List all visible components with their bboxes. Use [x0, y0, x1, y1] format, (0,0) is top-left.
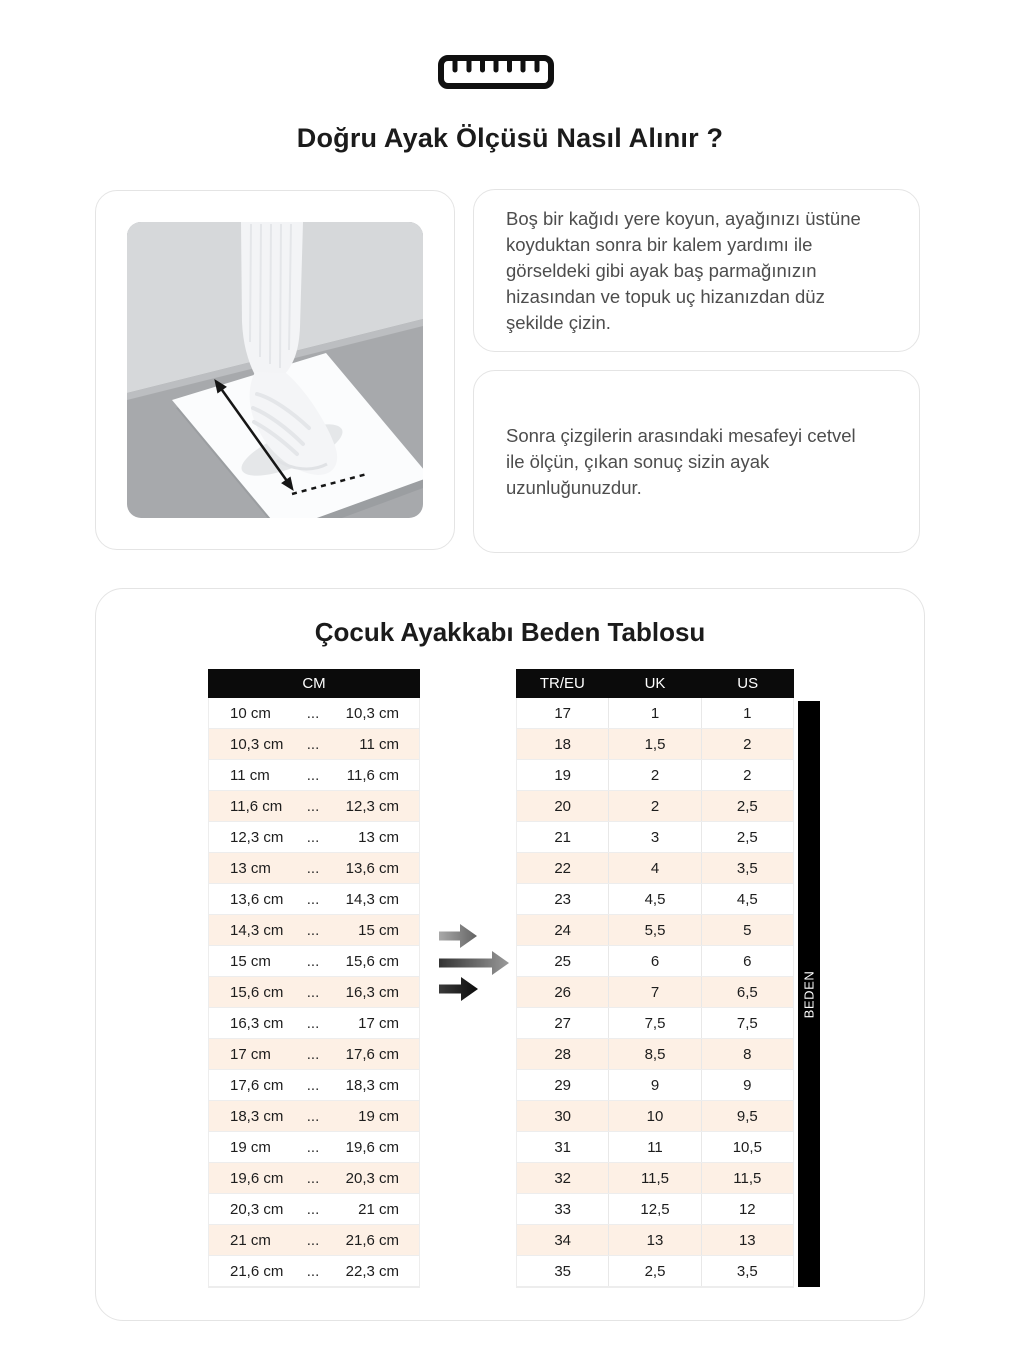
- range-separator: ...: [306, 735, 320, 753]
- us-value: 8: [743, 1045, 752, 1063]
- beden-side-label: [798, 701, 820, 1287]
- size-table-row: [517, 760, 793, 791]
- cm-table-row: [209, 1194, 419, 1225]
- cm-min-value: 19,6 cm: [230, 1169, 284, 1187]
- uk-value: 7,5: [609, 1008, 701, 1038]
- cm-table: [208, 669, 420, 1288]
- range-separator: ...: [306, 1200, 320, 1218]
- tr-eu-value: 33: [517, 1194, 609, 1224]
- uk-value: 5,5: [609, 915, 701, 945]
- size-table-row: [517, 1194, 793, 1225]
- cm-max-value: 17 cm: [358, 1014, 399, 1032]
- us-value: 1: [743, 704, 752, 722]
- size-table-row: [517, 698, 793, 729]
- foot-photo-card: [95, 190, 455, 550]
- cm-min-value: 17 cm: [230, 1045, 271, 1063]
- instruction-text-1: Boş bir kağıdı yere koyun, ayağınızı üstüne koyduktan sonra bir kalem yardımı ile görseldeki gibi ayak baş parmağınızın hizasından ve topuk uç hizanızdan düz şekilde çizin.: [506, 207, 861, 333]
- us-value: 11,5: [733, 1169, 762, 1187]
- us-value: 6,5: [736, 983, 758, 1001]
- size-table-title: Çocuk Ayakkabı Beden Tablosu: [314, 617, 706, 647]
- cm-max-value: 11 cm: [359, 735, 399, 753]
- size-table-row: [517, 1101, 793, 1132]
- cm-table-row: [209, 853, 419, 884]
- size-table-row: [517, 977, 793, 1008]
- size-table-row: [517, 822, 793, 853]
- uk-value: 2: [609, 760, 701, 790]
- cm-table-row: [209, 1101, 419, 1132]
- range-separator: ...: [306, 1138, 320, 1156]
- uk-value: 2,5: [609, 1256, 701, 1286]
- range-separator: ...: [306, 704, 320, 722]
- size-table-row: [517, 1008, 793, 1039]
- size-table-row: [517, 791, 793, 822]
- uk-value: 4: [609, 853, 701, 883]
- cm-max-value: 21,6 cm: [345, 1231, 399, 1249]
- us-value: 3,5: [736, 1262, 758, 1280]
- size-table-row: [517, 1256, 793, 1287]
- cm-max-value: 15 cm: [358, 921, 399, 939]
- cm-max-value: 18,3 cm: [345, 1076, 399, 1094]
- ruler-icon: [437, 54, 555, 90]
- cm-min-value: 12,3 cm: [230, 828, 284, 846]
- size-col-header: TR/EU: [539, 675, 585, 692]
- cm-table-row: [209, 729, 419, 760]
- cm-max-value: 19,6 cm: [345, 1138, 399, 1156]
- size-table-row: [517, 1070, 793, 1101]
- cm-max-value: 15,6 cm: [345, 952, 399, 970]
- size-table-row: [517, 915, 793, 946]
- cm-table-row: [209, 1039, 419, 1070]
- uk-value: 9: [609, 1070, 701, 1100]
- range-separator: ...: [306, 859, 320, 877]
- range-separator: ...: [306, 1169, 320, 1187]
- cm-min-value: 21,6 cm: [230, 1262, 284, 1280]
- us-value: 9: [743, 1076, 752, 1094]
- cm-min-value: 11,6 cm: [230, 797, 283, 815]
- cm-table-row: [209, 1008, 419, 1039]
- cm-max-value: 21 cm: [358, 1200, 399, 1218]
- us-value: 6: [743, 952, 752, 970]
- us-value: 7,5: [736, 1014, 758, 1032]
- us-value: 12: [738, 1200, 756, 1218]
- cm-max-value: 17,6 cm: [345, 1045, 399, 1063]
- tr-eu-value: 22: [517, 853, 609, 883]
- tr-eu-value: 32: [517, 1163, 609, 1193]
- tr-eu-value: 34: [517, 1225, 609, 1255]
- tr-eu-value: 25: [517, 946, 609, 976]
- range-separator: ...: [306, 828, 320, 846]
- tr-eu-value: 18: [517, 729, 609, 759]
- size-table-row: [517, 1163, 793, 1194]
- tr-eu-value: 29: [517, 1070, 609, 1100]
- cm-max-value: 20,3 cm: [345, 1169, 399, 1187]
- instruction-card-2: [473, 370, 920, 553]
- uk-value: 7: [609, 977, 701, 1007]
- cm-min-value: 16,3 cm: [230, 1014, 284, 1032]
- range-separator: ...: [306, 890, 320, 908]
- size-table-row: [517, 946, 793, 977]
- cm-table-header: [208, 669, 420, 698]
- range-separator: ...: [306, 1107, 320, 1125]
- us-value: 2,5: [736, 828, 758, 846]
- instruction-text-2: Sonra çizgilerin arasındaki mesafeyi cetvel ile ölçün, çıkan sonuç sizin ayak uzunluğunuzdur.: [506, 424, 856, 498]
- range-separator: ...: [306, 1231, 320, 1249]
- cm-max-value: 16,3 cm: [345, 983, 399, 1001]
- uk-value: 4,5: [609, 884, 701, 914]
- cm-min-value: 15,6 cm: [230, 983, 284, 1001]
- us-value: 2: [743, 735, 752, 753]
- foot-measurement-photo: [127, 222, 423, 518]
- uk-value: 11: [609, 1132, 701, 1162]
- cm-table-row: [209, 1163, 419, 1194]
- size-table-row: [517, 853, 793, 884]
- cm-table-row: [209, 1225, 419, 1256]
- range-separator: ...: [306, 921, 320, 939]
- us-value: 4,5: [736, 890, 758, 908]
- cm-header-label: CM: [302, 675, 326, 692]
- tr-eu-value: 26: [517, 977, 609, 1007]
- uk-value: 10: [609, 1101, 701, 1131]
- uk-value: 3: [609, 822, 701, 852]
- uk-value: 2: [609, 791, 701, 821]
- cm-max-value: 13 cm: [358, 828, 399, 846]
- us-value: 2: [743, 766, 752, 784]
- us-value: 2,5: [736, 797, 758, 815]
- cm-table-row: [209, 822, 419, 853]
- cm-table-row: [209, 946, 419, 977]
- cm-min-value: 11 cm: [230, 766, 270, 784]
- intl-size-table-body: [516, 698, 794, 1288]
- tr-eu-value: 20: [517, 791, 609, 821]
- cm-table-body: [208, 698, 420, 1288]
- cm-table-row: [209, 760, 419, 791]
- tr-eu-value: 30: [517, 1101, 609, 1131]
- us-value: 13: [738, 1231, 756, 1249]
- tr-eu-value: 19: [517, 760, 609, 790]
- transfer-arrows-icon: [438, 923, 516, 1003]
- cm-max-value: 13,6 cm: [345, 859, 399, 877]
- cm-min-value: 10 cm: [230, 704, 271, 722]
- size-table-card: [95, 588, 925, 1321]
- us-value: 5: [743, 921, 752, 939]
- tr-eu-value: 27: [517, 1008, 609, 1038]
- cm-table-row: [209, 1132, 419, 1163]
- cm-table-row: [209, 977, 419, 1008]
- cm-max-value: 22,3 cm: [345, 1262, 399, 1280]
- uk-value: 8,5: [609, 1039, 701, 1069]
- instruction-card-1: [473, 189, 920, 352]
- cm-max-value: 14,3 cm: [345, 890, 399, 908]
- range-separator: ...: [306, 1262, 320, 1280]
- size-table-row: [517, 884, 793, 915]
- tr-eu-value: 23: [517, 884, 609, 914]
- beden-label-text: BEDEN: [801, 970, 817, 1018]
- cm-min-value: 14,3 cm: [230, 921, 284, 939]
- uk-value: 6: [609, 946, 701, 976]
- intl-size-table-header: [516, 669, 794, 698]
- cm-table-row: [209, 791, 419, 822]
- us-value: 9,5: [736, 1107, 758, 1125]
- uk-value: 13: [609, 1225, 701, 1255]
- cm-table-row: [209, 1256, 419, 1287]
- cm-table-row: [209, 1070, 419, 1101]
- uk-value: 1,5: [609, 729, 701, 759]
- size-table-row: [517, 1225, 793, 1256]
- cm-max-value: 10,3 cm: [345, 704, 399, 722]
- cm-min-value: 19 cm: [230, 1138, 271, 1156]
- range-separator: ...: [306, 1076, 320, 1094]
- us-value: 3,5: [736, 859, 758, 877]
- page-title: Doğru Ayak Ölçüsü Nasıl Alınır ?: [296, 123, 724, 153]
- cm-table-row: [209, 884, 419, 915]
- range-separator: ...: [306, 952, 320, 970]
- uk-value: 11,5: [609, 1163, 701, 1193]
- intl-size-table: [516, 669, 794, 1288]
- size-table-row: [517, 1132, 793, 1163]
- tr-eu-value: 24: [517, 915, 609, 945]
- size-col-header: US: [737, 675, 759, 692]
- tr-eu-value: 35: [517, 1256, 609, 1286]
- range-separator: ...: [306, 1014, 320, 1032]
- size-table-row: [517, 729, 793, 760]
- size-table-row: [517, 1039, 793, 1070]
- range-separator: ...: [306, 983, 320, 1001]
- cm-max-value: 19 cm: [358, 1107, 399, 1125]
- tr-eu-value: 21: [517, 822, 609, 852]
- cm-min-value: 20,3 cm: [230, 1200, 284, 1218]
- cm-max-value: 11,6 cm: [346, 766, 399, 784]
- uk-value: 1: [609, 698, 701, 728]
- cm-min-value: 10,3 cm: [230, 735, 284, 753]
- cm-min-value: 13 cm: [230, 859, 271, 877]
- tr-eu-value: 31: [517, 1132, 609, 1162]
- cm-min-value: 18,3 cm: [230, 1107, 284, 1125]
- cm-table-row: [209, 698, 419, 729]
- cm-min-value: 17,6 cm: [230, 1076, 284, 1094]
- range-separator: ...: [306, 766, 320, 784]
- uk-value: 12,5: [609, 1194, 701, 1224]
- cm-min-value: 21 cm: [230, 1231, 271, 1249]
- tr-eu-value: 17: [517, 698, 609, 728]
- us-value: 10,5: [732, 1138, 762, 1156]
- range-separator: ...: [306, 797, 320, 815]
- cm-max-value: 12,3 cm: [345, 797, 399, 815]
- tr-eu-value: 28: [517, 1039, 609, 1069]
- size-col-header: UK: [644, 675, 666, 692]
- range-separator: ...: [306, 1045, 320, 1063]
- cm-min-value: 15 cm: [230, 952, 271, 970]
- cm-table-row: [209, 915, 419, 946]
- cm-min-value: 13,6 cm: [230, 890, 284, 908]
